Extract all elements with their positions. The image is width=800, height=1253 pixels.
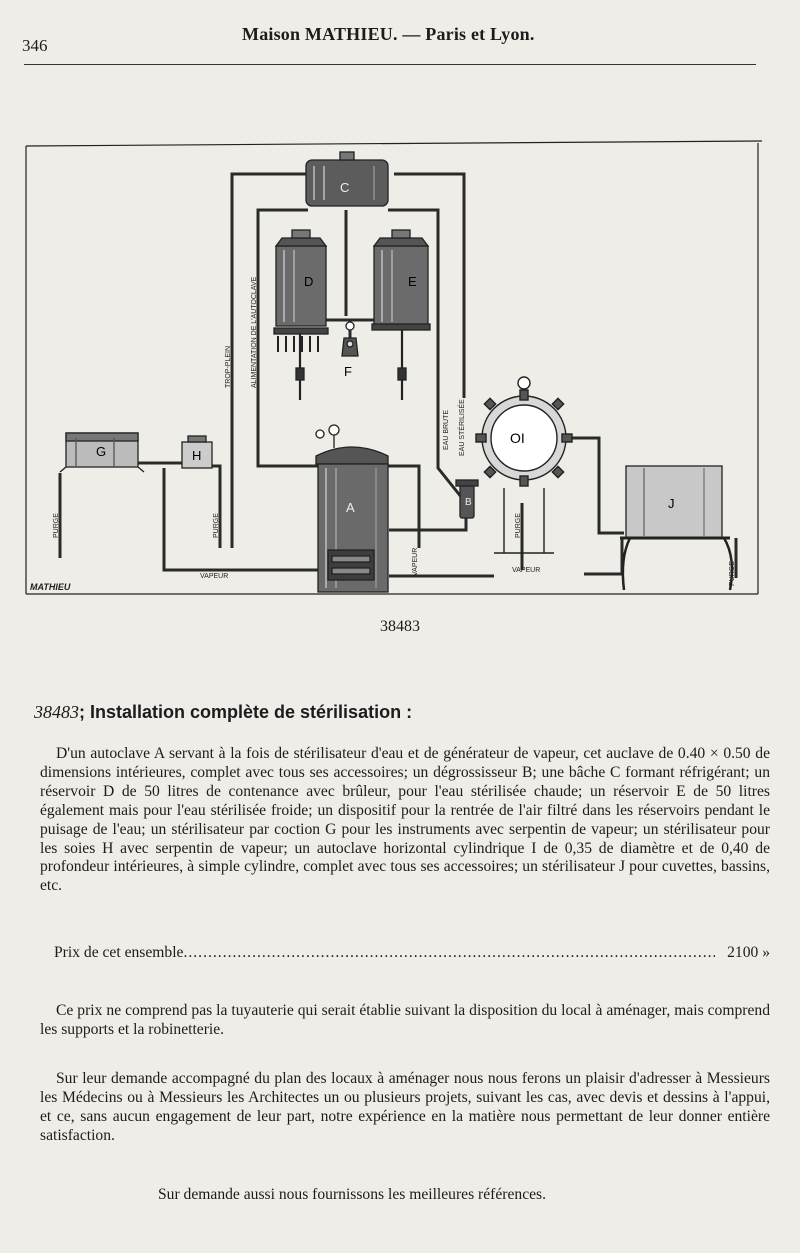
price-note-paragraph (40, 1002, 770, 1040)
pipe-label-purge-1: PURGE (53, 513, 60, 538)
pipe-label-trop-plein: TROP-PLEIN (225, 345, 232, 388)
description-text: D'un autoclave A servant à la fois de stérilisateur d'eau et de générateur de vapeur, cet auclave de 0.40 × 0.50 de dimensions intérieures, complet avec tous ses accessoires; un dégrossisseur B; une bâche C formant réfrigérant; un réservoir D de 50 litres de contenance avec brûleur, pour l'eau stérilisée chaude; un réservoir E de 50 litres également mais pour l'eau stérilisée froide; un dispositif pour la rentrée de l'air filtré dans les réservoirs pendant le puisage de l'eau; un stérilisateur par coction G pour les instruments avec serpentin de vapeur; un stérilisateur pour les soies H avec serpentin de vapeur; un autoclave horizontal cylindrique I de 0,35 de diamètre et de 0,40 de profondeur intérieures, à simple cylindre, complet avec tous ses accessoires; un stérilisateur J pour cuvettes, bassins, etc. (40, 745, 770, 895)
label-b: B (465, 497, 472, 508)
label-i: OI (510, 430, 525, 446)
figure-number: 38483 (380, 618, 420, 635)
pipe-label-eau-brute: EAU BRUTE (443, 409, 450, 450)
price-line (54, 944, 770, 962)
price-value: 2100 » (727, 944, 770, 961)
references-note: Sur demande aussi nous fournissons les meilleures références. (158, 1186, 547, 1203)
request-text: Sur leur demande accompagné du plan des locaux à aménager nous nous ferons un plaisir d'adresser à Messieurs les Médecins ou à Messieurs les Architectes un ou plusieurs projets, suivant les cas, avec devis et dessins à l'appui, et ce, sans aucun engagement de leur part, notre expérience en la matière nous permettant de leur donner entière satisfaction. (40, 1070, 770, 1144)
pipe-label-purge-3: PURGE (515, 513, 522, 538)
pipe-label-vapeur-2: VAPEUR (412, 547, 419, 576)
illustration-signature: MATHIEU (30, 582, 71, 592)
label-g: G (96, 444, 107, 459)
label-f: F (344, 364, 352, 379)
pipe-label-purge-4: PURGE (729, 561, 736, 586)
label-c: C (340, 180, 350, 195)
price-note-text: Ce prix ne comprend pas la tuyauterie qui serait établie suivant la disposition du local à aménager, mais comprend les supports et la robinetterie. (40, 1002, 770, 1038)
entry-title (34, 702, 412, 723)
entry-reference: 38483 (34, 702, 79, 722)
label-d: D (304, 274, 314, 289)
entry-title-text: ; Installation complète de stérilisation : (79, 702, 413, 722)
pipe-label-vapeur-3: VAPEUR (512, 567, 541, 574)
label-e: E (408, 274, 417, 289)
pipe-label-alimentation: ALIMENTATION DE L'AUTOCLAVE (251, 276, 258, 388)
pipe-label-purge-2: PURGE (213, 513, 220, 538)
pipe-label-vapeur-1: VAPEUR (200, 573, 229, 580)
label-h: H (192, 448, 202, 463)
sterilization-installation-illustration (24, 138, 764, 598)
request-paragraph (40, 1070, 770, 1146)
running-head: Maison MATHIEU. — Paris et Lyon. (242, 24, 535, 44)
description-paragraph (40, 745, 770, 896)
page-number: 346 (22, 36, 48, 55)
price-leader-dots (183, 944, 715, 962)
header-rule (24, 64, 756, 65)
price-label: Prix de cet ensemble (54, 944, 184, 961)
label-j: J (668, 496, 675, 511)
pipe-label-eau-sterilisee: EAU STÉRILISÉE (459, 399, 466, 456)
label-a: A (346, 500, 355, 515)
